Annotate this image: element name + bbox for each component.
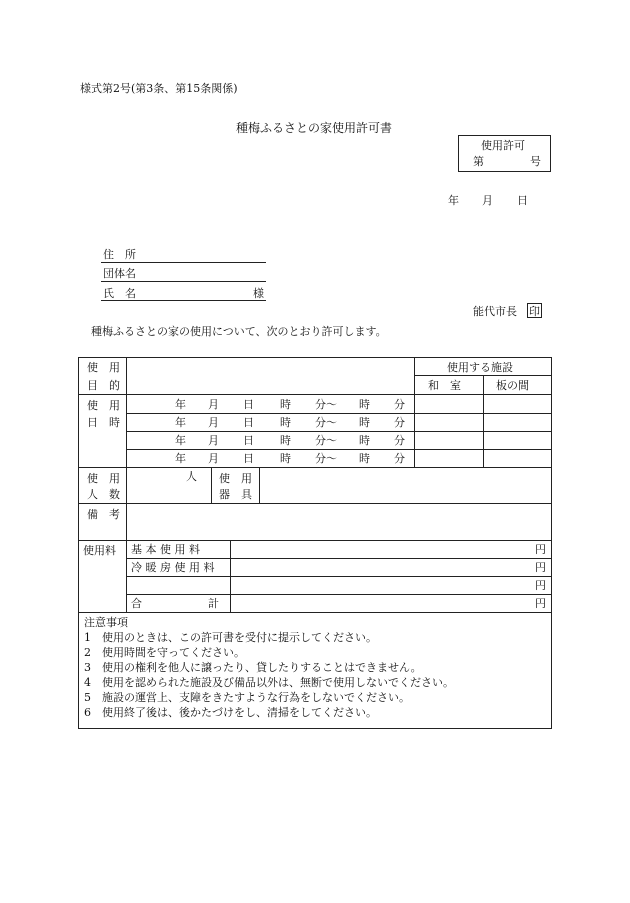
facility-itanoma: 板の間 — [496, 379, 529, 392]
fee-label: 使用料 — [83, 544, 116, 557]
address-underline — [101, 262, 266, 263]
group-label: 団体名 — [103, 267, 136, 280]
note-5: 5 施設の運営上、支障をきたすような行為をしないでください。 — [84, 691, 410, 704]
facility-washitsu: 和 室 — [428, 379, 461, 392]
mayor-label: 能代市長 — [473, 305, 517, 318]
note-3: 3 使用の権利を他人に譲ったり、貸したりすることはできません。 — [84, 661, 422, 674]
document-title: 種梅ふるさとの家使用許可書 — [236, 121, 393, 135]
purpose-label-2: 目 的 — [87, 379, 120, 392]
notes-title: 注意事項 — [84, 616, 128, 629]
equipment-label-2: 器 具 — [219, 488, 252, 501]
note-1: 1 使用のときは、この許可書を受付に提示してください。 — [84, 631, 377, 644]
fee-row-basic: 基 本 使 用 料 — [131, 543, 200, 556]
group-underline — [101, 281, 266, 282]
yen-2: 円 — [535, 561, 546, 574]
permit-label: 使用許可 — [481, 139, 525, 152]
datetime-label-2: 日 時 — [87, 416, 120, 429]
seal-mark: 印 — [529, 305, 540, 318]
yen-3: 円 — [535, 579, 546, 592]
permit-go: 号 — [530, 155, 541, 168]
datetime-label-1: 使 用 — [87, 399, 120, 412]
fee-row-aircon: 冷 暖 房 使 用 料 — [131, 561, 215, 574]
purpose-label-1: 使 用 — [87, 361, 120, 374]
note-6: 6 使用終了後は、後かたづけをし、清掃をしてください。 — [84, 706, 377, 719]
date-year: 年 — [448, 194, 459, 207]
note-2: 2 使用時間を守ってください。 — [84, 646, 245, 659]
address-label: 住 所 — [103, 248, 136, 261]
date-month: 月 — [482, 194, 493, 207]
person-unit: 人 — [186, 470, 197, 483]
intro-text: 種梅ふるさとの家の使用について、次のとおり許可します。 — [91, 325, 387, 338]
date-day: 日 — [517, 194, 528, 207]
yen-4: 円 — [535, 597, 546, 610]
form-number: 様式第2号(第3条、第15条関係) — [80, 82, 238, 95]
yen-1: 円 — [535, 543, 546, 556]
note-4: 4 使用を認められた施設及び備品以外は、無断で使用しないでください。 — [84, 676, 454, 689]
count-label-2: 人 数 — [87, 488, 120, 501]
remarks-label: 備 考 — [87, 508, 120, 521]
fee-row-total: 合 計 — [131, 597, 219, 610]
name-label: 氏 名 — [103, 287, 136, 300]
permit-dai: 第 — [473, 155, 484, 168]
facility-header: 使用する施設 — [447, 361, 513, 374]
name-underline — [101, 300, 266, 301]
count-label-1: 使 用 — [87, 472, 120, 485]
sama-label: 様 — [253, 287, 264, 300]
equipment-label-1: 使 用 — [219, 472, 252, 485]
